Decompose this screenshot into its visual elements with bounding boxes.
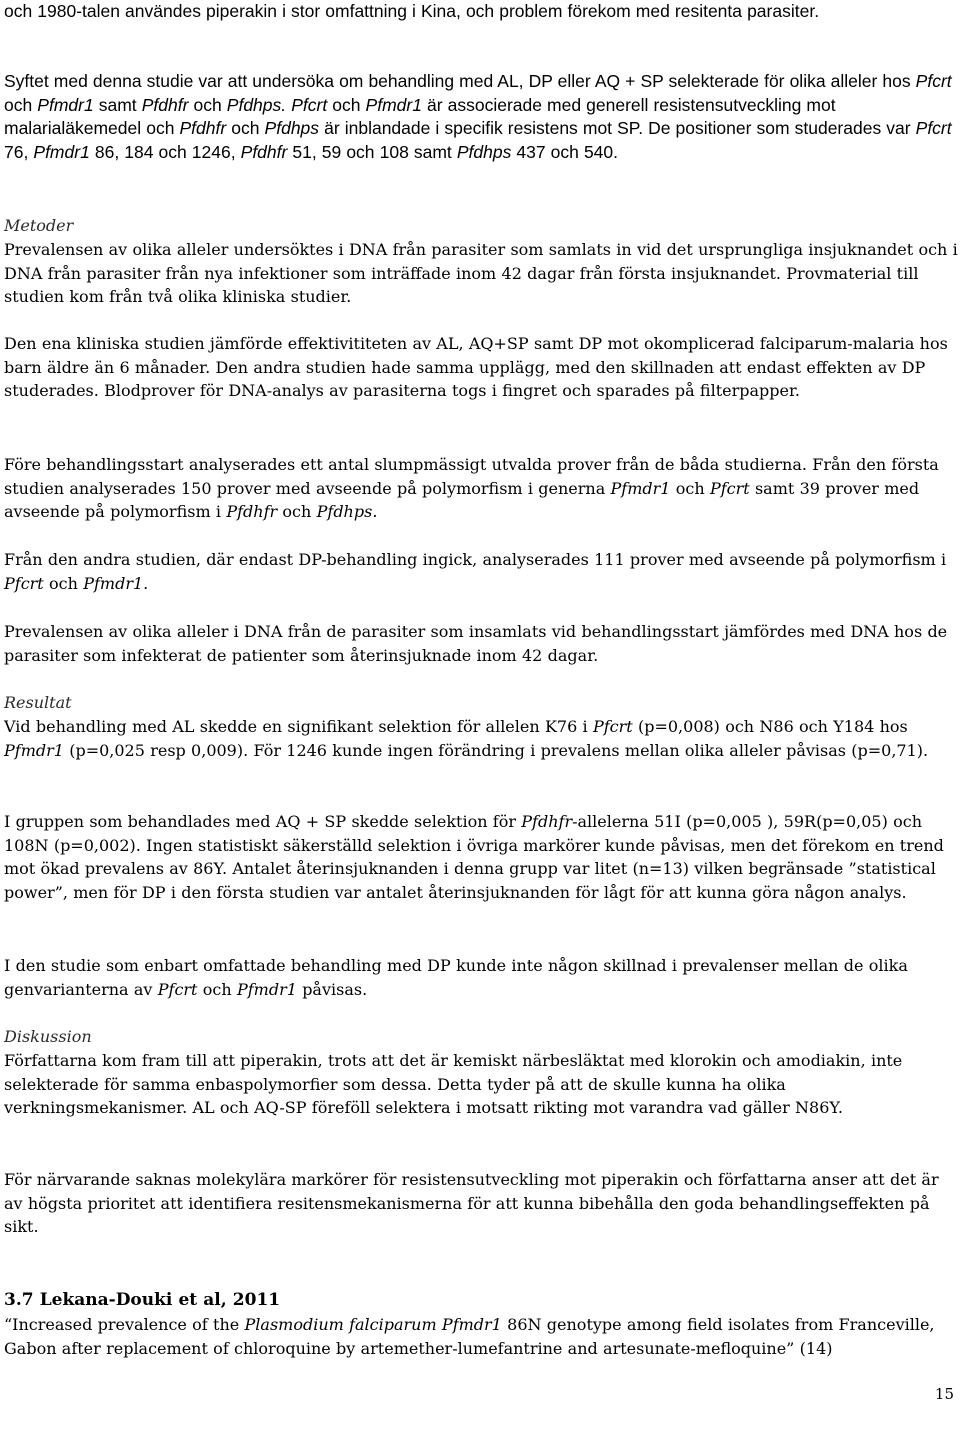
results-paragraph-2: I gruppen som behandlades med AQ + SP skedde selektion för Pfdhfr-allelerna 51I (p=0,005 ), 59R(p=0,05) och 108N (p=0,002). Ingen statistiskt säkerställd selektion i övriga markörer kunde påvisas, men det förekom en trend mot ökad prevalens av 86Y. Antalet återinsjuknanden i denna grupp var litet (n=13) vilken begränsade ”statistical power”, men för DP i den första studien var antalet återinsjuknanden för lågt för att kunna göra någon analys.: [4, 812, 944, 902]
results-paragraph-3: I den studie som enbart omfattade behandling med DP kunde inte någon skillnad i prevalenser mellan de olika genvarianterna av Pfcrt och Pfmdr1 påvisas.: [4, 956, 908, 999]
discussion-paragraph-1: Författarna kom fram till att piperakin, trots att det är kemiskt närbesläktat med klorokin och amodiakin, inte selekterade för samma enbaspolymorfier som dessa. Detta tyder på att de skulle kunna ha olika verkningsmekanismer. AL och AQ-SP föreföll selektera i motsatt rikting mot varandra vad gäller N86Y.: [4, 1051, 903, 1117]
methods-paragraph-2: Den ena kliniska studien jämförde effektivititeten av AL, AQ+SP samt DP mot okomplicerad falciparum-malaria hos barn äldre än 6 månader. Den andra studien hade samma upplägg, med den skillnaden att endast effekten av DP studerades. Blodprover för DNA-analys av parasiterna togs i fingret och sparades på filterpapper.: [4, 334, 948, 400]
intro-paragraph-2: Syftet med denna studie var att undersöka om behandling med AL, DP eller AQ + SP selekterade för olika alleler hos Pfcrt och Pfmdr1 samt Pfdhfr och Pfdhps. Pfcrt och Pfmdr1 är associerade med generell resistensutveckling mot malarialäkemedel och Pfdhfr och Pfdhps är inblandade i specifik resistens mot SP. De positioner som studerades var Pfcrt 76, Pfmdr1 86, 184 och 1246, Pfdhfr 51, 59 och 108 samt Pfdhps 437 och 540.: [4, 71, 952, 162]
section-citation: “Increased prevalence of the Plasmodium falciparum Pfmdr1 86N genotype among field isolates from Franceville, Gabon after replacement of chloroquine by artemether-lumefantrine and artesunate-mefloquine” (14): [4, 1315, 935, 1358]
page-number: 15: [934, 1385, 954, 1403]
results-heading: Resultat: [4, 693, 72, 712]
section-title: 3.7 Lekana-Douki et al, 2011: [4, 1290, 281, 1310]
results-paragraph-1: Vid behandling med AL skedde en signifikant selektion för allelen K76 i Pfcrt (p=0,008) och N86 och Y184 hos Pfmdr1 (p=0,025 resp 0,009). För 1246 kunde ingen förändring i prevalens mellan olika alleler påvisas (p=0,71).: [4, 717, 929, 760]
methods-paragraph-3: Före behandlingsstart analyserades ett antal slumpmässigt utvalda prover från de båda studierna. Från den första studien analyserades 150 prover med avseende på polymorfism i generna Pfmdr1 och Pfcrt samt 39 prover med avseende på polymorfism i Pfdhfr och Pfdhps.: [4, 455, 939, 521]
methods-paragraph-4: Från den andra studien, där endast DP-behandling ingick, analyserades 111 prover med avseende på polymorfism i Pfcrt och Pfmdr1.: [4, 550, 947, 593]
methods-heading: Metoder: [4, 216, 74, 235]
intro-paragraph-1: och 1980-talen användes piperakin i stor omfattning i Kina, och problem förekom med resitenta parasiter.: [4, 1, 820, 21]
methods-paragraph-1: Prevalensen av olika alleler undersöktes i DNA från parasiter som samlats in vid det ursprungliga insjuknandet och i DNA från parasiter från nya infektioner som inträffade inom 42 dagar från första insjuknandet. Provmaterial till studien kom från två olika kliniska studier.: [4, 240, 958, 306]
discussion-heading: Diskussion: [4, 1027, 92, 1046]
discussion-paragraph-2: För närvarande saknas molekylära markörer för resistensutveckling mot piperakin och författarna anser att det är av högsta prioritet att identifiera resitensmekanismerna för att kunna bibehålla den goda behandlingseffekten på sikt.: [4, 1170, 939, 1236]
methods-paragraph-5: Prevalensen av olika alleler i DNA från de parasiter som insamlats vid behandlingsstart jämfördes med DNA hos de parasiter som infekterat de patienter som återinsjuknade inom 42 dagar.: [4, 622, 948, 665]
